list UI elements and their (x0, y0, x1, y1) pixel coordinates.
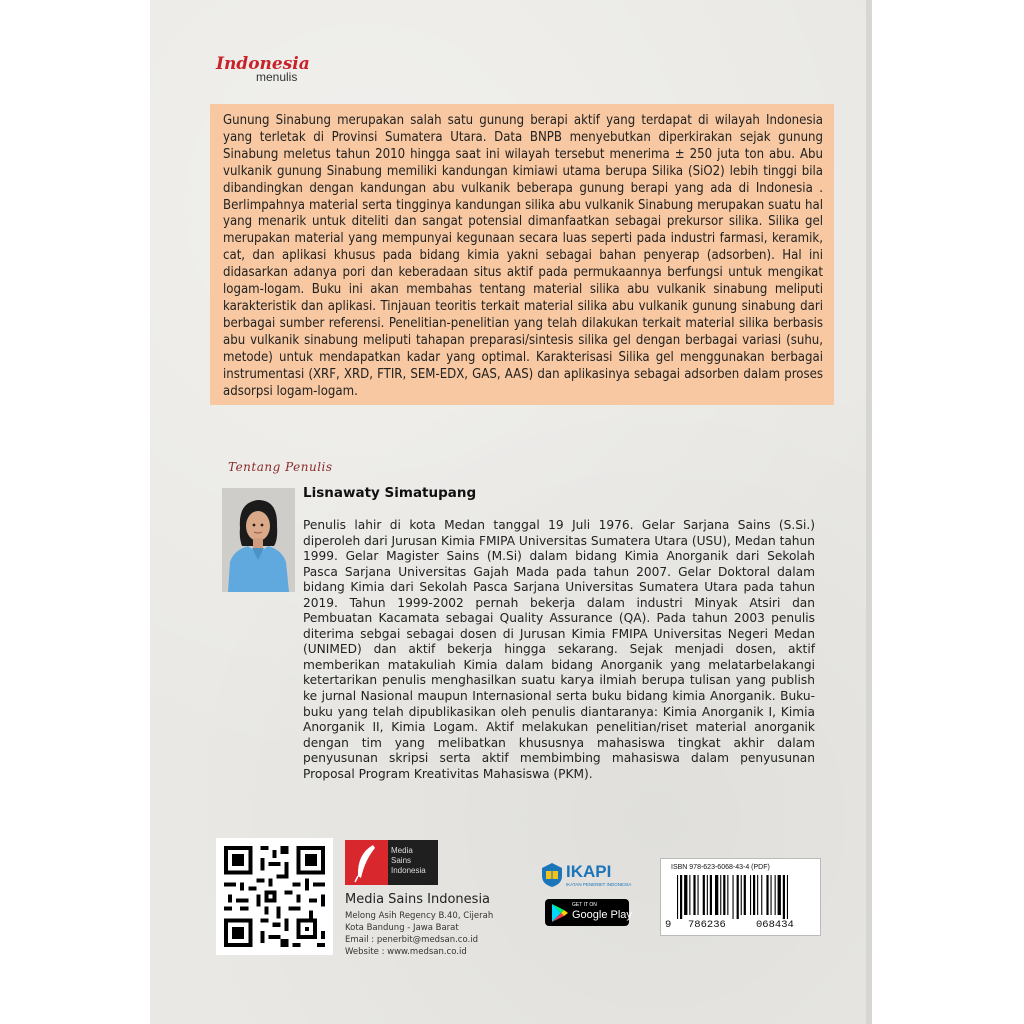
ikapi-logo (540, 862, 632, 890)
qr-code-icon (216, 838, 333, 955)
barcode-icon (661, 859, 822, 919)
synopsis-box (210, 104, 834, 405)
cover-edge (866, 0, 872, 1024)
logo-line: Sains (391, 856, 412, 865)
isbn-digit-group: 786236 (688, 919, 726, 931)
isbn-digit-group: 9 (665, 919, 672, 931)
publisher-address-1: Melong Asih Regency B.40, Cijerah (345, 911, 494, 921)
brand-line-2: menulis (256, 70, 298, 84)
publisher-name: Media Sains Indonesia (345, 892, 491, 907)
qr-code (216, 838, 333, 955)
barcode-bar (677, 875, 678, 919)
barcode-bar (771, 875, 772, 915)
author-photo (222, 488, 295, 592)
author-portrait-icon (222, 488, 295, 592)
isbn-label: ISBN 978-623-6068-43-4 (PDF) (671, 864, 770, 871)
google-play-badge[interactable] (545, 899, 632, 926)
about-author-heading: Tentang Penulis (228, 460, 333, 474)
publisher-email: Email : penerbit@medsan.co.id (345, 935, 478, 945)
barcode-bar (707, 875, 708, 915)
barcode-bar (750, 875, 751, 915)
barcode-bar (703, 875, 705, 915)
barcode-bar (761, 875, 762, 915)
barcode-bar (723, 875, 725, 915)
logo-line: Indonesia (391, 866, 426, 875)
barcode-bar (720, 875, 721, 915)
ikapi-sub: IKATAN PENERBIT INDONESIA (566, 882, 632, 887)
ikapi-label: IKAPI (566, 862, 612, 881)
barcode-bar (715, 875, 718, 915)
publisher-website: Website : www.medsan.co.id (345, 947, 467, 957)
barcode-bar (733, 875, 734, 919)
author-bio (303, 518, 815, 782)
barcode-bar (757, 875, 758, 915)
brand-line-1: Indonesia (216, 54, 310, 74)
isbn-barcode (660, 858, 821, 936)
author-name: Lisnawaty Simatupang (303, 485, 477, 501)
barcode-bar (744, 875, 746, 915)
barcode-bar (775, 875, 776, 915)
barcode-bar (753, 875, 755, 915)
barcode-bar (727, 875, 728, 915)
barcode-bar (737, 875, 739, 919)
ikapi-emblem-icon (540, 862, 564, 888)
isbn-digit-group: 068434 (756, 919, 794, 931)
publisher-logo-text (391, 846, 437, 876)
barcode-bar (684, 875, 687, 915)
quill-icon (345, 840, 388, 885)
author-bio-text: Penulis lahir di kota Medan tanggal 19 Juli 1976. Gelar Sarjana Sains (S.Si.) diperoleh dari Jurusan Kimia FMIPA Universitas Sumatera Utara (USU), Medan tahun 1999. Gelar Magister Sains (M.Si) dalam bidang Kimia Anorganik dari Sekolah Pasca Sarjana Universitas Gajah Mada pada tahun 2007. Gelar Doktoral dalam bidang Kimia dari Sekolah Pasca Sarjana Universitas Sumatera Utara pada tahun 2019. Tahun 1999-2002 pernah bekerja dalam industri Minyak Atsiri dan Pembuatan Kacamata sebagai Quality Assurance (QA). Pada tahun 2003 penulis diterima sebgai sebagai dosen di Jurusan Kimia FMIPA Universitas Negeri Medan (UNIMED) dan aktif bekerja hingga sekarang. Sejak menjadi dosen, aktif memberikan matakuliah Kimia dalam bidang Anorganik yang melatarbelakangi ketertarikan penulis menghasilkan suatu karya ilmiah berupa tulisan yang publish ke jurnal Nasional maupun Internasional serta buku bidang kimia Anorganik. Buku-buku yang telah dipublikasikan oleh penulis diantaranya: Kimia Anorganik I, Kimia Anorganik II, Kimia Logam. Aktif melakukan penelitian/riset material anorganik dengan tim yang melibatkan khususnya mahasiswa tingkat akhir dalam penyusunan skripsi serta aktif membimbing mahasiswa dalam penyusunan Proposal Program Kreativitas Mahasiswa (PKM). (303, 518, 815, 781)
barcode-bar (778, 875, 781, 915)
publisher-address-2: Kota Bandung - Jawa Barat (345, 923, 459, 933)
google-play-small: GET IT ON (572, 902, 597, 908)
barcode-bar (783, 875, 785, 919)
publisher-logo-mark (345, 840, 388, 885)
logo-line: Media (391, 846, 413, 855)
barcode-bar (766, 875, 768, 915)
barcode-bar (787, 875, 788, 919)
barcode-bar (710, 875, 712, 915)
barcode-bar (741, 875, 742, 915)
google-play-icon (551, 903, 569, 923)
barcode-bar (693, 875, 695, 915)
barcode-bar (689, 875, 690, 915)
indonesia-menulis-logo (216, 54, 356, 88)
synopsis-text: Gunung Sinabung merupakan salah satu gunung berapi aktif yang terdapat di wilayah Indonesia yang terletak di Provinsi Sumatera Utara. Data BNPB menyebutkan diperkirakan sejak gunung Sinabung meletus tahun 2010 hingga saat ini wilayah tersebut menerima ± 250 juta ton abu. Abu vulkanik gunung Sinabung memiliki kandungan kimiawi utama berupa Silika (SiO2) lebih tinggi bila dibandingkan dengan kandungan abu vulkanik beberapa gunung berapi yang ada di Indonesia . Berlimpahnya material serta tingginya kandungan silika abu vulkanik Sinabung merupakan suatu hal yang menarik untuk diteliti dan sangat potensial dimanfaatkan sebagai prekursor silika. Silika gel merupakan material yang mempunyai kegunaan secara luas seperti pada industri farmasi, keramik, cat, dan aplikasi khusus pada bidang kimia yakni sebagai bahan penyerap (adsorben). Hal ini didasarkan adanya pori dan keberadaan situs aktif pada permukaannya berfungsi untuk mengikat logam-logam. Buku ini akan membahas tentang material silika abu vulkanik sinabung meliputi karakteristik dan aplikasi. Tinjauan teoritis terkait material silika abu vulkanik gunung sinabung dari berbagai sumber referensi. Penelitian-penelitian yang telah dilakukan terkait material silika berbasis abu vulkanik sinabung meliputi tahapan preparasi/sintesis silika gel dengan berbagai variasi (suhu, metode) untuk mendapatkan kadar yang optimal. Karakterisasi Silika gel menggunakan berbagai instrumentasi (XRF, XRD, FTIR, SEM-EDX, GAS, AAS) dan aplikasinya sebagai adsorben dalam proses adsorpsi logam-logam. (223, 113, 823, 399)
publisher-logo (345, 840, 438, 885)
barcode-bar (680, 875, 682, 919)
barcode-bar (698, 875, 699, 915)
google-play-label: Google Play (572, 909, 632, 921)
